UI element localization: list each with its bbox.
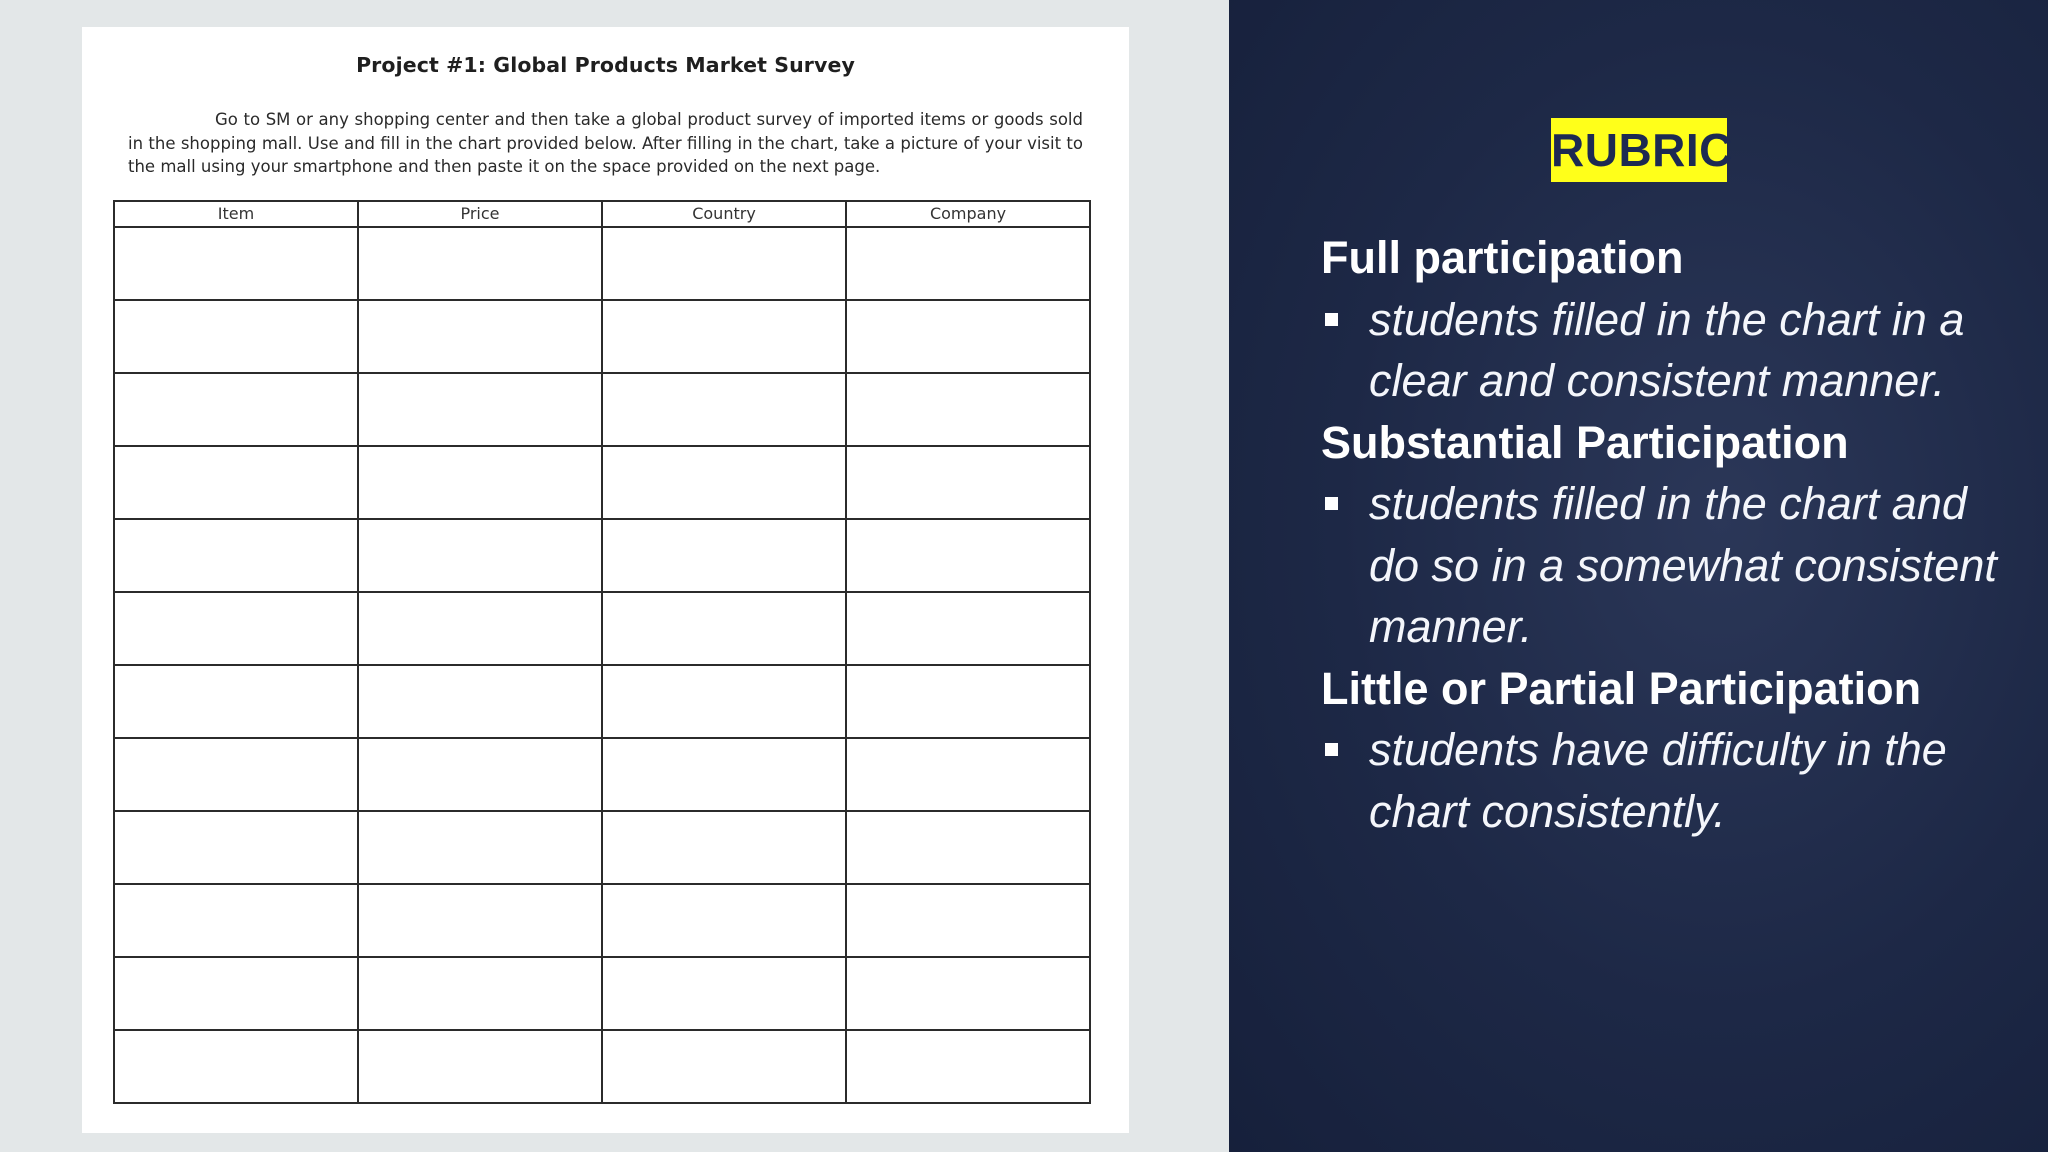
table-row [114, 519, 1090, 592]
rubric-title: RUBRIC [1551, 118, 1727, 182]
table-cell [846, 373, 1090, 446]
table-row [114, 300, 1090, 373]
criterion-heading: Substantial Participation [1321, 416, 1849, 468]
column-header-company: Company [846, 201, 1090, 227]
table-row [114, 1030, 1090, 1103]
table-cell [114, 665, 358, 738]
criterion-heading: Little or Partial Participation [1321, 662, 1922, 714]
rubric-panel [1229, 0, 2048, 1152]
table-row [114, 446, 1090, 519]
table-cell [358, 592, 602, 665]
table-cell [358, 1030, 602, 1103]
table-cell [846, 957, 1090, 1030]
table-cell [602, 300, 846, 373]
table-cell [602, 738, 846, 811]
criterion-description [1321, 289, 2021, 412]
table-row [114, 957, 1090, 1030]
criterion-description [1321, 719, 2021, 842]
table-cell [114, 811, 358, 884]
table-header-row [114, 201, 1090, 227]
table-cell [358, 300, 602, 373]
table-cell [114, 884, 358, 957]
table-cell [114, 1030, 358, 1103]
table-cell [602, 446, 846, 519]
table-cell [358, 446, 602, 519]
table-cell [602, 227, 846, 300]
table-cell [846, 738, 1090, 811]
table-cell [846, 665, 1090, 738]
table-cell [602, 592, 846, 665]
table-cell [602, 1030, 846, 1103]
document-title: Project #1: Global Products Market Survey [356, 53, 855, 77]
table-cell [358, 884, 602, 957]
survey-document [82, 27, 1129, 1133]
column-header-item: Item [114, 201, 358, 227]
table-cell [846, 446, 1090, 519]
table-cell [358, 665, 602, 738]
table-row [114, 811, 1090, 884]
table-cell [114, 300, 358, 373]
document-instructions: Go to SM or any shopping center and then take a global product survey of imported items or goods sold in the shopping mall. Use and fill in the chart provided below. After filling in the chart, take a picture of your visit to the mall using your smartphone and then paste it on the space provided on the next page. [128, 110, 1083, 176]
table-row [114, 592, 1090, 665]
table-cell [846, 592, 1090, 665]
table-body [114, 227, 1090, 1103]
criterion-heading: Full participation [1321, 232, 1684, 283]
table-cell [114, 592, 358, 665]
table-row [114, 373, 1090, 446]
square-bullet-icon [1325, 313, 1338, 326]
table-cell [114, 446, 358, 519]
rubric-criteria-list [1321, 227, 2021, 842]
table-cell [846, 227, 1090, 300]
table-cell [602, 957, 846, 1030]
square-bullet-icon [1325, 497, 1338, 510]
table-cell [114, 519, 358, 592]
table-row [114, 227, 1090, 300]
column-header-country: Country [602, 201, 846, 227]
table-cell [602, 665, 846, 738]
table-cell [114, 227, 358, 300]
table-cell [358, 957, 602, 1030]
table-cell [846, 300, 1090, 373]
table-cell [846, 519, 1090, 592]
table-cell [846, 884, 1090, 957]
table-row [114, 665, 1090, 738]
table-cell [358, 738, 602, 811]
table-cell [114, 957, 358, 1030]
table-cell [358, 811, 602, 884]
table-cell [602, 811, 846, 884]
table-row [114, 738, 1090, 811]
table-cell [114, 373, 358, 446]
square-bullet-icon [1325, 743, 1338, 756]
table-cell [358, 373, 602, 446]
criterion-description [1321, 473, 2021, 658]
criterion-description-text: students filled in the chart in a clear and consistent manner. [1369, 293, 1965, 406]
column-header-price: Price [358, 201, 602, 227]
criterion-description-text: students have difficulty in the chart consistently. [1369, 724, 1947, 837]
table-cell [602, 373, 846, 446]
table-cell [846, 811, 1090, 884]
criterion-description-text: students filled in the chart and do so in a somewhat consistent manner. [1369, 478, 1997, 652]
table-cell [846, 1030, 1090, 1103]
table-cell [114, 738, 358, 811]
table-row [114, 884, 1090, 957]
table-cell [358, 519, 602, 592]
table-cell [358, 227, 602, 300]
survey-table [113, 200, 1091, 1104]
table-cell [602, 884, 846, 957]
table-cell [602, 519, 846, 592]
